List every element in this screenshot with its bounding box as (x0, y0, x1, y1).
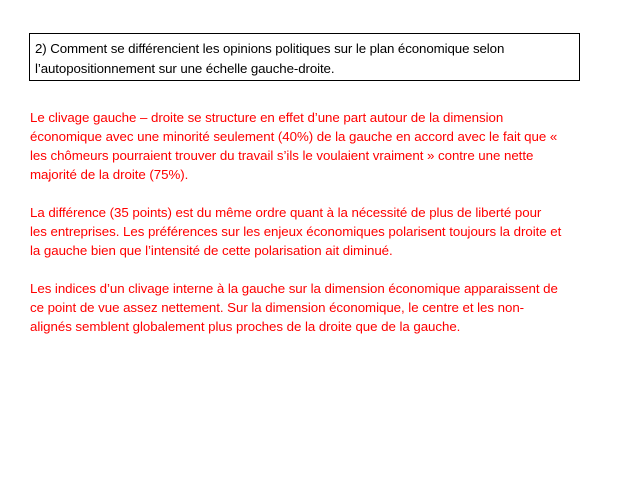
answer-p1-line-3: les chômeurs pourraient trouver du travail s’ils le voulaient vraiment » contre une nette (30, 148, 534, 163)
answer-p3-line-1: Les indices d’un clivage interne à la gauche sur la dimension économique apparaissent de (30, 281, 558, 296)
answer-p1-line-1: Le clivage gauche – droite se structure en effet d’une part autour de la dimension (30, 110, 504, 125)
question-box (29, 33, 580, 81)
question-line-1: 2) Comment se différencient les opinions politiques sur le plan économique selon (35, 41, 505, 56)
answer-p2-line-1: La différence (35 points) est du même ordre quant à la nécessité de plus de liberté pour (30, 205, 542, 220)
answer-p1-line-4: majorité de la droite (75%). (30, 167, 189, 182)
answer-paragraph-2 (30, 203, 630, 260)
answer-text (30, 108, 630, 355)
answer-paragraph-3 (30, 279, 630, 336)
answer-p3-line-3: alignés semblent globalement plus proches de la droite que de la gauche. (30, 319, 461, 334)
question-line-2: l’autopositionnement sur une échelle gauche-droite. (35, 60, 335, 76)
answer-p3-line-2: ce point de vue assez nettement. Sur la dimension économique, le centre et les non- (30, 300, 525, 315)
answer-p1-line-2: économique avec une minorité seulement (40%) de la gauche en accord avec le fait que « (30, 129, 558, 144)
answer-p2-line-2: les entreprises. Les préférences sur les enjeux économiques polarisent toujours la droite et (30, 224, 562, 239)
answer-paragraph-1 (30, 108, 630, 184)
answer-p2-line-3: la gauche bien que l’intensité de cette polarisation ait diminué. (30, 243, 393, 258)
